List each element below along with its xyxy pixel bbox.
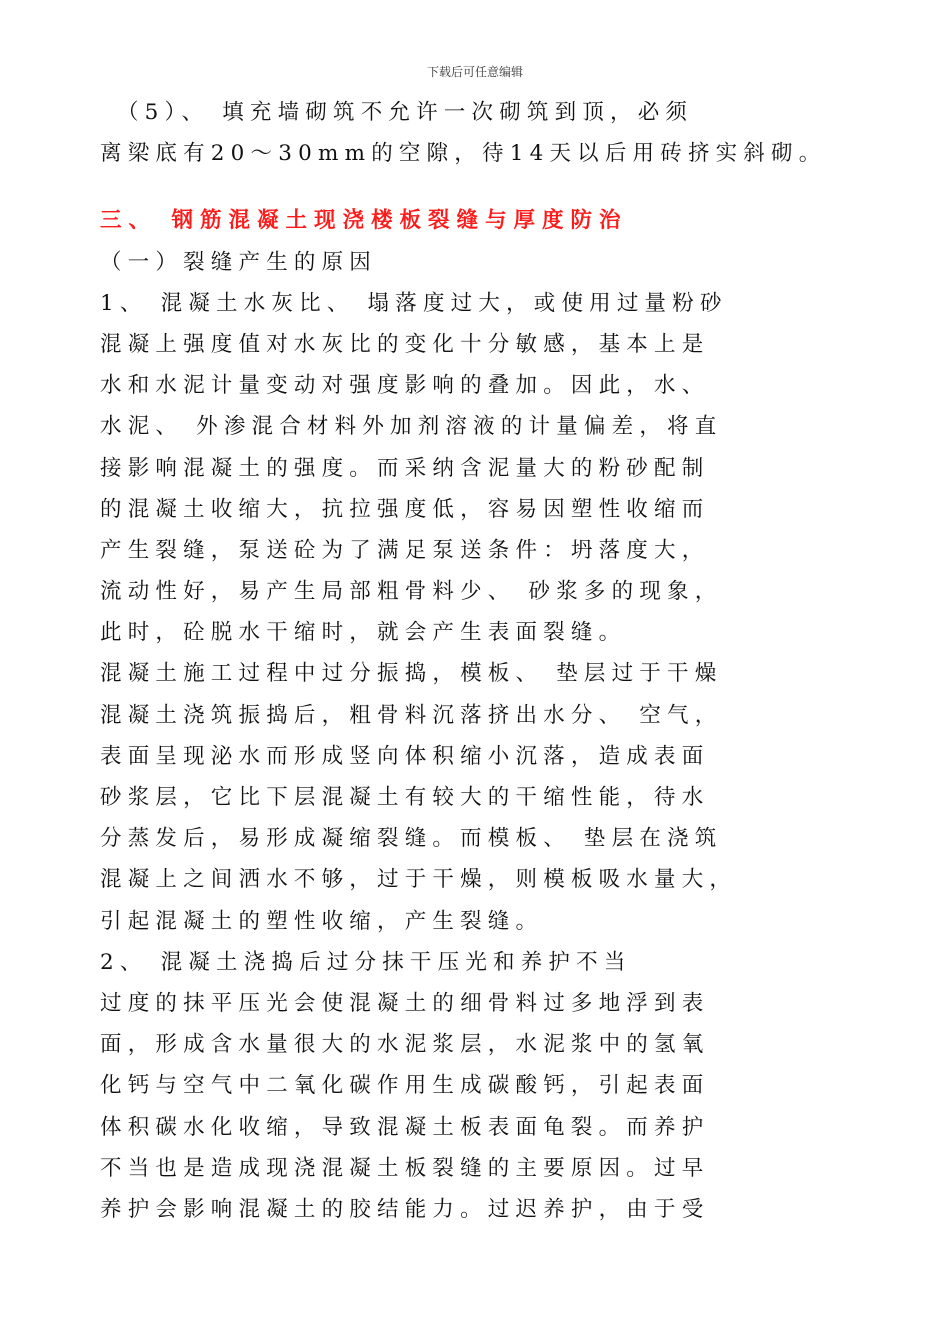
text-line: 此时，砼脱水干缩时，就会产生表面裂缝。 <box>100 620 627 646</box>
text-line: 接影响混凝土的强度。而采纳含泥量大的粉砂配制 <box>100 455 710 481</box>
text-line: 体积碳水化收缩，导致混凝土板表面龟裂。而养护 <box>100 1114 710 1140</box>
text-line: 过度的抹平压光会使混凝土的细骨料过多地浮到表 <box>100 990 710 1016</box>
section-heading: 三、 钢筋混凝土现浇楼板裂缝与厚度防治 <box>100 208 628 234</box>
text-line: 引起混凝土的塑性收缩，产生裂缝。 <box>100 908 544 934</box>
subsection-heading: （一）裂缝产生的原因 <box>100 249 378 275</box>
text-line: 混凝土浇筑振捣后，粗骨料沉落挤出水分、 空气， <box>100 702 723 728</box>
document-body <box>100 92 850 1230</box>
text-line: 离梁底有20～30mm的空隙，待14天以后用砖挤实斜砌。 <box>100 141 827 167</box>
text-line: 产生裂缝，泵送砼为了满足泵送条件：坍落度大， <box>100 537 710 563</box>
text-line: 面，形成含水量很大的水泥浆层，水泥浆中的氢氧 <box>100 1032 710 1058</box>
text-line: （5）、 填充墙砌筑不允许一次砌筑到顶，必须 <box>100 100 694 125</box>
text-line: 混凝土施工过程中过分振捣，模板、 垫层过于干燥 <box>100 661 723 687</box>
text-line: 化钙与空气中二氧化碳作用生成碳酸钙，引起表面 <box>100 1073 710 1099</box>
text-line: 水泥、 外渗混合材料外加剂溶液的计量偏差，将直 <box>100 414 723 440</box>
text-line: 的混凝土收缩大，抗拉强度低，容易因塑性收缩而 <box>100 496 710 522</box>
text-line: 砂浆层，它比下层混凝土有较大的干缩性能，待水 <box>100 785 710 810</box>
text-line: 分蒸发后，易形成凝缩裂缝。而模板、 垫层在浇筑 <box>100 826 723 852</box>
text-line: 混凝上强度值对水灰比的变化十分敏感，基本上是 <box>100 331 710 357</box>
text-line: 不当也是造成现浇混凝土板裂缝的主要原因。过早 <box>100 1155 710 1181</box>
text-line: 1、 混凝土水灰比、 塌落度过大，或使用过量粉砂 <box>100 290 728 316</box>
spacer <box>100 174 850 200</box>
text-line: 养护会影响混凝土的胶结能力。过迟养护，由于受 <box>100 1196 710 1222</box>
page-header: 下载后可任意编辑 <box>426 65 523 79</box>
text-line: 混凝上之间洒水不够，过于干燥，则模板吸水量大， <box>100 867 738 893</box>
text-line: 流动性好，易产生局部粗骨料少、 砂浆多的现象， <box>100 579 723 605</box>
text-line: 水和水泥计量变动对强度影响的叠加。因此，水、 <box>100 373 710 399</box>
text-line: 表面呈现泌水而形成竖向体积缩小沉落，造成表面 <box>100 743 710 769</box>
text-line: 2、 混凝土浇捣后过分抹干压光和养护不当 <box>100 949 632 975</box>
